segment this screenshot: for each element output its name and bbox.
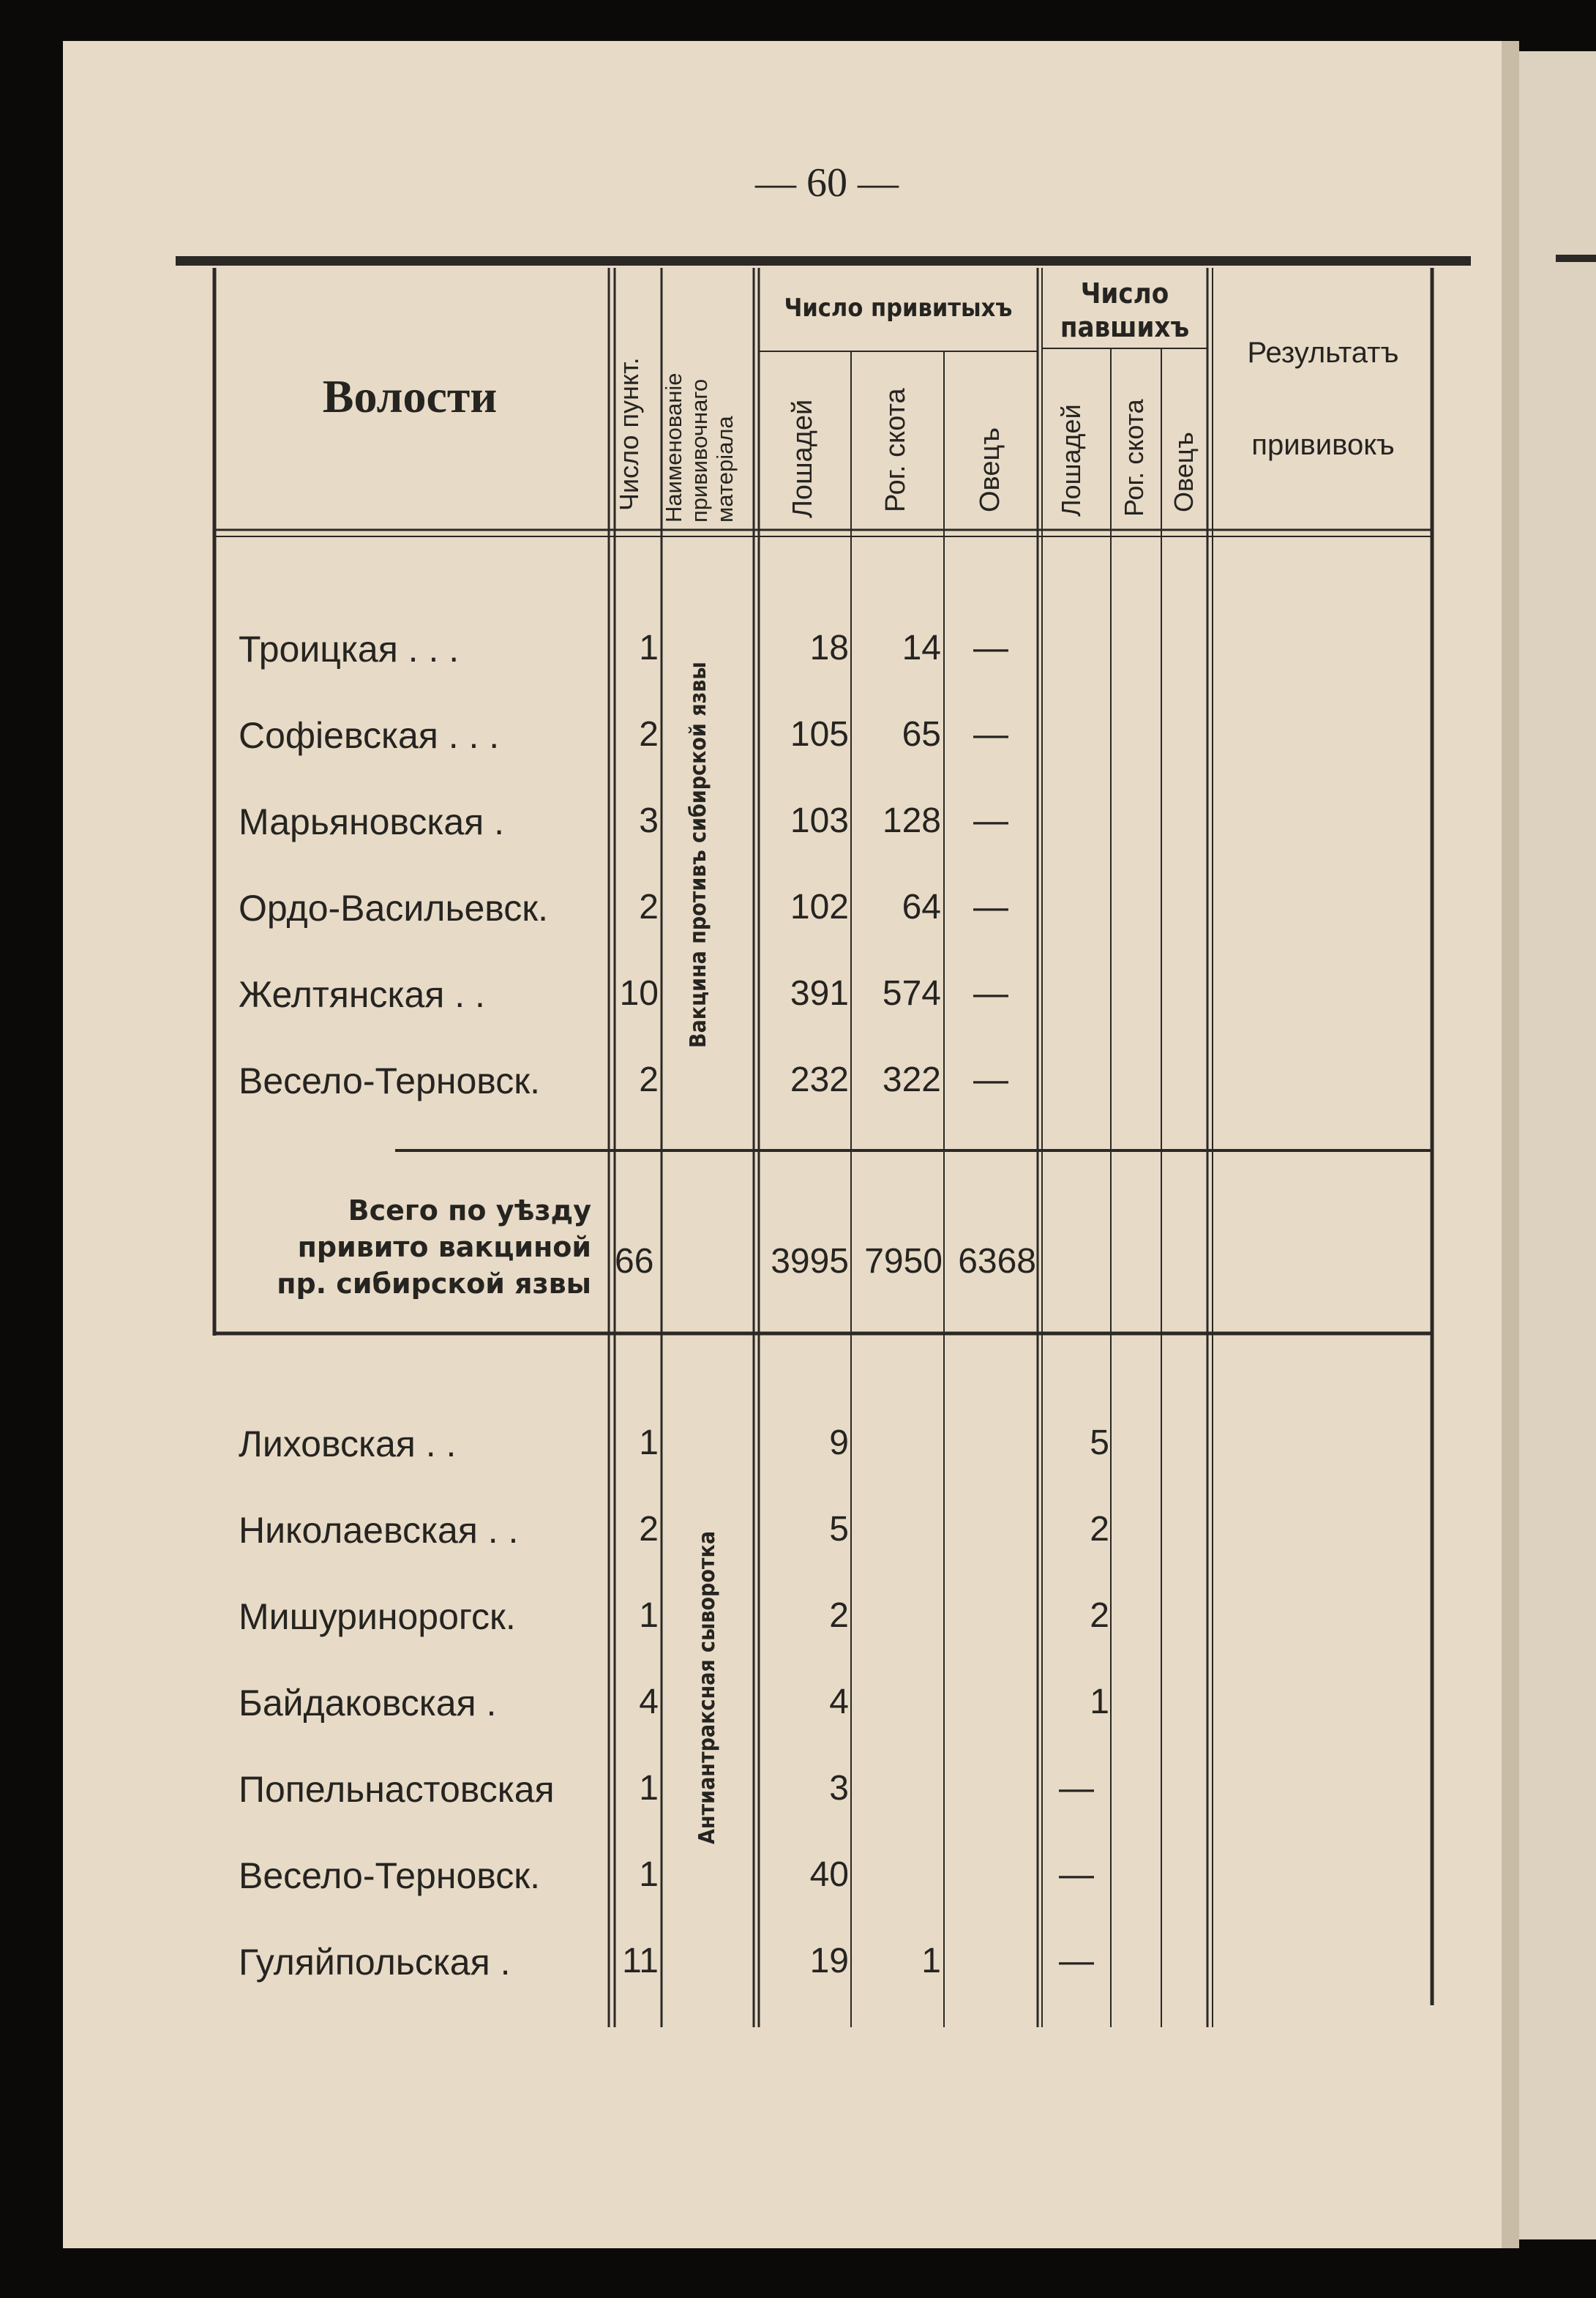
header-material-3: матеріала: [712, 416, 738, 523]
row-cattle: 574: [882, 974, 941, 1013]
header-fallen-horses: Лошадей: [1056, 404, 1086, 517]
total-label-3: пр. сибирской язвы: [277, 1268, 591, 1300]
total-label-2: привито вакциной: [297, 1231, 591, 1263]
row-horses: 391: [790, 974, 849, 1013]
row-points: 1: [639, 1769, 659, 1808]
section1-material: Вакцина противъ сибирской язвы: [686, 662, 711, 1048]
row-horses: 9: [829, 1423, 849, 1462]
row-volost: Марьяновская .: [239, 801, 505, 842]
row-points: 2: [639, 888, 659, 927]
row-points: 1: [639, 1423, 659, 1462]
header-vaccinated-group: Число привитыхъ: [784, 293, 1013, 323]
header-fallen-sheep: Овецъ: [1169, 432, 1199, 512]
header-cattle: Рог. скота: [880, 388, 911, 512]
row-points: 1: [639, 1855, 659, 1894]
row-points: 3: [639, 801, 659, 840]
row-cattle: 128: [882, 801, 941, 840]
total-points: 66: [615, 1242, 654, 1281]
header-horses: Лошадей: [787, 399, 818, 518]
row-horses: 40: [809, 1855, 849, 1894]
total-horses: 3995: [771, 1242, 849, 1281]
header-result-1: Результатъ: [1247, 337, 1399, 369]
header-volost: Волости: [322, 370, 498, 422]
row-horses: 19: [809, 1942, 849, 1980]
row-fallen-horses: —: [1059, 1855, 1094, 1894]
row-sheep: —: [973, 1060, 1008, 1099]
row-sheep: —: [973, 888, 1008, 927]
row-horses: 2: [829, 1596, 849, 1635]
row-volost: Лиховская . .: [239, 1423, 457, 1464]
row-horses: 103: [790, 801, 849, 840]
page-number: — 60 —: [755, 160, 899, 206]
row-cattle: 64: [902, 888, 941, 927]
row-fallen-horses: —: [1059, 1769, 1094, 1808]
row-points: 4: [639, 1683, 659, 1721]
row-points: 11: [622, 1942, 659, 1980]
row-cattle: 65: [902, 715, 941, 754]
row-points: 2: [639, 1510, 659, 1549]
total-cattle: 7950: [864, 1242, 943, 1281]
row-fallen-horses: —: [1059, 1942, 1094, 1980]
row-horses: 105: [790, 715, 849, 754]
header-fallen-cattle: Рог. скота: [1119, 399, 1149, 517]
row-horses: 5: [829, 1510, 849, 1549]
row-cattle: 1: [921, 1942, 941, 1980]
row-sheep: —: [973, 629, 1008, 667]
row-sheep: —: [973, 801, 1008, 840]
row-volost: Гуляйпольская .: [239, 1942, 511, 1983]
row-points: 2: [639, 715, 659, 754]
row-sheep: —: [973, 715, 1008, 754]
row-volost: Троицкая . . .: [239, 629, 460, 670]
row-points: 1: [639, 629, 659, 667]
row-horses: 3: [829, 1769, 849, 1808]
row-volost: Софіевская . . .: [239, 715, 500, 756]
row-points: 10: [619, 974, 659, 1013]
row-cattle: 14: [902, 629, 941, 667]
row-volost: Весело-Терновск.: [239, 1855, 541, 1896]
row-volost: Мишуринорогск.: [239, 1596, 516, 1637]
row-fallen-horses: 5: [1090, 1423, 1109, 1462]
row-volost: Желтянская . .: [239, 974, 485, 1015]
header-num-points: Число пункт.: [614, 357, 644, 511]
row-horses: 4: [829, 1683, 849, 1721]
header-sheep: Овецъ: [975, 427, 1005, 512]
row-points: 2: [639, 1060, 659, 1099]
row-points: 1: [639, 1596, 659, 1635]
header-fallen-group-2: павшихъ: [1060, 311, 1190, 343]
row-volost: Весело-Терновск.: [239, 1060, 541, 1101]
row-horses: 18: [809, 629, 849, 667]
row-fallen-horses: 2: [1090, 1596, 1109, 1635]
row-sheep: —: [973, 974, 1008, 1013]
row-horses: 232: [790, 1060, 849, 1099]
header-material-2: прививочнаго: [686, 378, 712, 523]
row-horses: 102: [790, 888, 849, 927]
row-fallen-horses: 2: [1090, 1510, 1109, 1549]
row-fallen-horses: 1: [1090, 1683, 1109, 1721]
row-volost: Байдаковская .: [239, 1683, 497, 1723]
row-volost: Попельнастовская: [239, 1769, 555, 1810]
header-result-2: прививокъ: [1251, 429, 1395, 461]
total-sheep: 6368: [958, 1242, 1036, 1281]
row-volost: Ордо-Васильевск.: [239, 888, 549, 929]
row-volost: Николаевская . .: [239, 1510, 519, 1551]
header-fallen-group-1: Число: [1080, 277, 1169, 310]
total-label-1: Всего по уѣзду: [348, 1194, 591, 1227]
header-material-1: Наименованіе: [661, 373, 686, 523]
section2-material: Антиантраксная сыворотка: [694, 1530, 720, 1844]
row-cattle: 322: [882, 1060, 941, 1099]
